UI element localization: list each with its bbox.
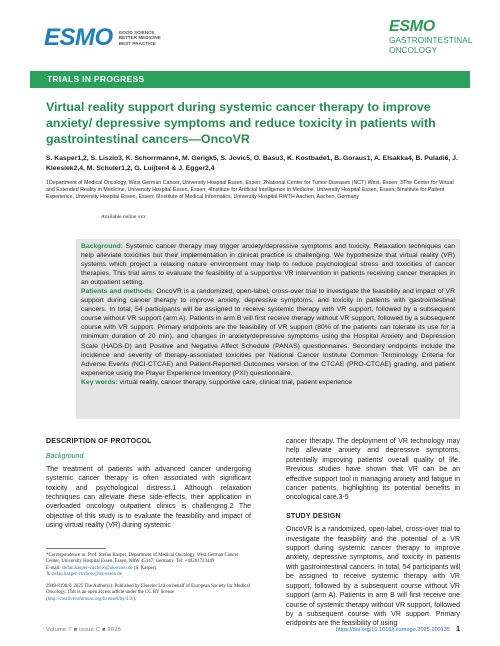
keywords: virtual reality, cancer therapy, supportive care, clinical trial, patient experience: [119, 378, 352, 386]
page-header: [0, 0, 500, 70]
body-paragraph: OncoVR is a randomized, open-label, cross-over trial to investigate the feasibility and the potential of a VR support during systemic cancer therapy to improve anxiety, depressive symptoms, and toxicity in patients with gastrointestinal cancers. In total, 54 participants will be assigned to receive systemic therapy with VR support, followed by a subsequent course without VR support (arm A). Patients in arm B will first receive one course of systemic therapy without VR support, followed by a subsequent course with VR support. Primary endpoints are the feasibility of using: [286, 526, 460, 628]
available-online: Available online xxx: [101, 214, 146, 220]
page-footer: [46, 627, 460, 639]
footnote-divider: [46, 548, 106, 549]
footnote: [46, 553, 251, 603]
x-handle-line: [46, 572, 251, 578]
abstract-background-label: Background:: [81, 243, 123, 250]
doi-link[interactable]: https://doi.org/10.1016/j.esmogo.2025.100135: [335, 627, 450, 633]
left-column: [46, 437, 251, 531]
license-note: [46, 584, 251, 603]
right-column: [286, 437, 460, 629]
esmo-logo-text: ESMO: [44, 24, 113, 51]
email-link[interactable]: stefan.kasper-virchow@uk-essen.de: [61, 565, 133, 571]
email-suffix: (S. Kasper).: [133, 565, 158, 571]
license-text: 2949-8198/© 2025 The Author(s). Published by Elsevier Ltd on behalf of European Society for Medical Oncology. This is an open access article under the CC BY license (: [46, 584, 250, 602]
tagline-line: BEST PRACTICE: [118, 40, 156, 46]
abstract-methods: OncoVR is a randomized, open-label, cross-over trial to investigate the feasibility and impact of VR support during cancer therapy to improve anxiety, depressive symptoms, and toxicity in patients with gastrointestinal cancers. In total, 54 participants will be assigned to receive systemic therapy with VR support, followed by a subsequent course without VR support (arm A). Patients in arm B will first receive therapy without VR support, followed by a subsequent course with VR support. Primary endpoints are the feasibility of VR support (80% of the patients can tolerate its use for a minimum duration of 20 min), and changes in anxiety/depressive symptoms using the Hospital Anxiety and Depression Scale (HADS-D) and Positive and Negative Affect Schedule (PANAS) questionnaires. Secondary endpoints include the incidence and severity of therapy-associated toxicities per National Cancer Institute Common Terminology Criteria for Adverse Events (NCI-CTCAE) and Patient-Reported Outcomes version of the CTCAE (PRO-CTCAE) grading, and patient experience using the Player Experience Inventory (PXI) questionnaire.: [81, 288, 455, 377]
affiliations: 1Department of Medical Oncology, West German Cancer, University Hospital Essen, Essen; 2National Center for Tumor Diseases (NCT) West, Essen; 3The Center for Virtual and Extended Reality in Medicine, University Hospital Essen, Essen; 4Institute for Artificial Intelligence in Medicine, University Hospital Essen, Essen; 5Institute for Patient Experience, University Hospital Essen, Essen; 6Institute of Medical Informatics, University Hospital RWTH Aachen, Aachen, Germany: [46, 180, 454, 201]
journal-name-line: ONCOLOGY: [389, 45, 438, 55]
tagline-line: GOOD SCIENCE: [118, 29, 155, 35]
journal-logo-mark: ESMO: [389, 18, 435, 35]
journal-name-line: GASTROINTESTINAL: [389, 36, 473, 45]
email-label: E-mail:: [46, 565, 61, 571]
study-design-heading: STUDY DESIGN: [286, 512, 341, 520]
section-band: [30, 71, 470, 88]
esmo-logo: [44, 24, 161, 52]
abstract-methods-label: Patients and methods:: [81, 288, 155, 296]
volume-issue: Volume 7 ■ Issue C ■ 2025: [46, 627, 122, 633]
body-paragraph: The treatment of patients with advanced cancer undergoing systemic cancer therapy is often associated with significant toxicity and psychological distress.1 Although relaxation techniques can alleviate these side-effects, their application in overloaded oncology outpatient clinics is challenging.2 The objective of this study is to evaluate the feasibility and impact of using virtual reality (VR) during systemic: [46, 465, 251, 530]
keywords-label: Key words:: [81, 378, 118, 386]
x-icon: 𝕏: [46, 571, 50, 577]
abstract-box: [76, 239, 460, 419]
esmo-tagline: [119, 30, 161, 47]
x-handle-link[interactable]: stefan.kasper-virchow@uk-essen.de: [51, 571, 122, 577]
correspondence-note: *Correspondence to: Prof. Stefan Kasper, Department of Medical Oncology, West German Cancer Center, University Hospital Essen, Essen, NRW 45147, Germany. Tel: +49201723449: [46, 553, 239, 565]
protocol-heading: DESCRIPTION OF PROTOCOL: [46, 438, 152, 445]
author-list: S. Kasper1,2, S. Liszio3, K. Schorrmann4, M. Gerigk5, S. Jovic5, O. Basu3, K. Kostbade1, B. Goraus1, A. Elsakka4, B. Puladi6, J. Kleesiek2,4, M. Schuler1,2, G. Luijten4 & J. Egger2,4: [46, 155, 458, 173]
journal-logo: [389, 18, 473, 56]
article-title: Virtual reality support during systemic cancer therapy to improve anxiety/ depressive symptoms and reduce toxicity in patients with gastrointestinal cancers—OncoVR: [46, 100, 436, 146]
license-link[interactable]: http://creativecommons.org/licenses/by/4.0/: [47, 596, 134, 602]
background-heading: Background: [46, 453, 84, 461]
body-paragraph: cancer therapy. The deployment of VR technology may help alleviate anxiety and depressive symptoms, potentially improving patients’ overall quality of life. Previous studies have shown that VR can be an effective support tool in managing anxiety and fatigue in cancer patients, highlighting its potential benefits in oncological care.3-5: [286, 438, 460, 502]
tagline-line: BETTER MEDICINE: [118, 35, 161, 41]
page-number: 1: [456, 626, 460, 633]
license-close: ).: [133, 596, 137, 602]
abstract-background: Systemic cancer therapy may trigger anxiety/depressive symptoms and toxicity. Relaxation techniques can help alleviate toxicities but their implementation in clinical practice is challenging. We hypothesize that virtual reality (VR) systems which project a relaxing nature environment may help to reduce psychological stress and toxicities of cancer therapies. This trial aims to evaluate the feasibility of a supportive VR intervention in patients receiving cancer therapies in an outpatient setting.: [81, 243, 455, 287]
section-label: TRIALS IN PROGRESS: [47, 74, 145, 84]
